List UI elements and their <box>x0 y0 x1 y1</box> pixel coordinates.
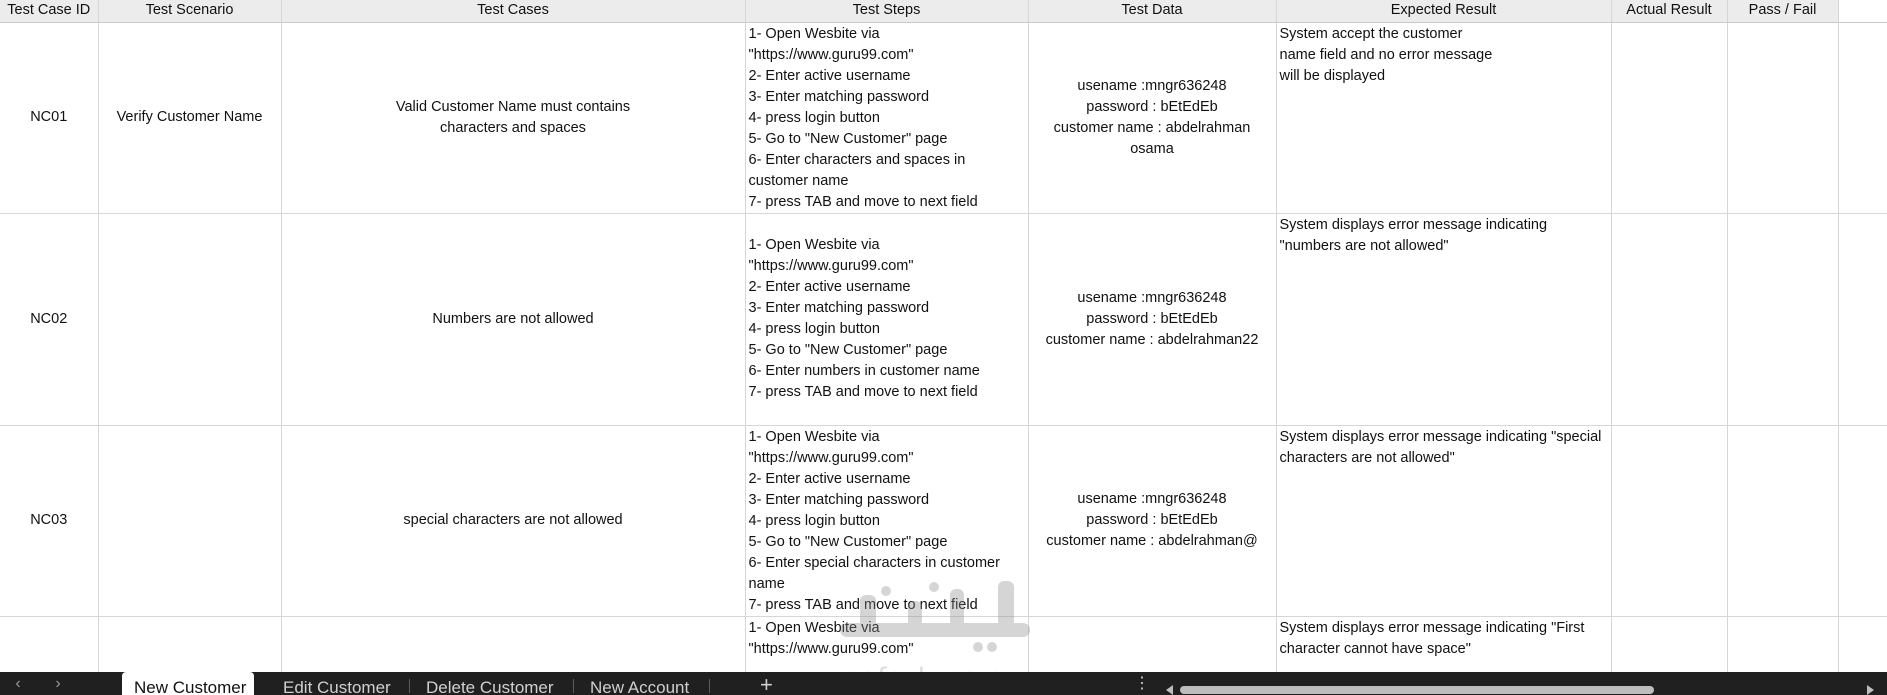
table-row <box>0 22 1887 213</box>
step-line: name <box>748 575 785 592</box>
header-expected-result[interactable]: Expected Result <box>1276 0 1611 22</box>
table-row <box>0 213 1887 425</box>
cell-test-cases[interactable] <box>281 616 745 672</box>
step-line: 2- Enter active username <box>748 279 911 295</box>
step-line: 7- press TAB and move to next field <box>748 384 978 400</box>
step-line: 1- Open Wesbite via <box>748 619 880 636</box>
cell-pass-fail[interactable] <box>1727 616 1838 672</box>
step-line: 4- press login button <box>748 512 880 529</box>
step-line: 2- Enter active username <box>748 67 911 84</box>
step-line: 1- Open Wesbite via <box>748 25 880 42</box>
step-line: 2- Enter active username <box>748 470 911 487</box>
data-line: customer name : abdelrahman22 <box>1045 331 1259 348</box>
plus-icon[interactable]: + <box>760 672 773 695</box>
step-line: 7- press TAB and move to next field <box>748 193 978 210</box>
cell-blank[interactable] <box>1838 425 1887 616</box>
cell-test-case-id[interactable]: NC01 <box>0 22 98 213</box>
sheet-tab-new-account[interactable]: New Account <box>590 678 690 695</box>
step-line: "https://www.guru99.com" <box>748 46 914 63</box>
cell-test-case-id[interactable]: NC02 <box>0 213 98 425</box>
header-test-cases[interactable]: Test Cases <box>281 0 745 22</box>
cell-test-data[interactable] <box>1028 616 1276 672</box>
header-test-scenario[interactable]: Test Scenario <box>98 0 281 22</box>
cell-pass-fail[interactable] <box>1727 425 1838 616</box>
header-actual-result[interactable]: Actual Result <box>1611 0 1727 22</box>
expected-line: System displays error message indicating "First <box>1279 619 1585 636</box>
expected-line: System accept the customer <box>1279 25 1463 42</box>
step-line: 3- Enter matching password <box>748 491 930 508</box>
sheet-tab-new-customer[interactable]: New Customer <box>122 672 254 695</box>
data-line: customer name : abdelrahman@ <box>1046 533 1258 549</box>
step-line: 3- Enter matching password <box>748 88 930 105</box>
step-line: 3- Enter matching password <box>748 300 930 316</box>
cell-test-data[interactable] <box>1028 425 1276 616</box>
header-test-case-id[interactable]: Test Case ID <box>0 0 98 22</box>
header-pass-fail[interactable]: Pass / Fail <box>1727 0 1838 22</box>
step-line: 5- Go to "New Customer" page <box>748 533 948 550</box>
table-row <box>0 616 1887 672</box>
cell-test-cases[interactable] <box>281 425 745 616</box>
cell-actual-result[interactable] <box>1611 425 1727 616</box>
step-line: 4- press login button <box>748 109 880 126</box>
step-line: "https://www.guru99.com" <box>748 640 914 657</box>
scroll-right-icon[interactable] <box>1867 685 1874 695</box>
step-line: 7- press TAB and move to next field <box>748 596 978 613</box>
tab-divider <box>709 679 710 693</box>
cell-blank[interactable] <box>1838 213 1887 425</box>
cell-blank[interactable] <box>1838 22 1887 213</box>
expected-line: character cannot have space" <box>1279 640 1471 657</box>
cell-test-steps[interactable] <box>745 213 1028 425</box>
cell-test-steps[interactable] <box>745 425 1028 616</box>
expected-line: characters are not allowed" <box>1279 449 1455 466</box>
cell-actual-result[interactable] <box>1611 22 1727 213</box>
tab-divider <box>573 679 574 693</box>
cell-test-data[interactable] <box>1028 22 1276 213</box>
expected-line: "numbers are not allowed" <box>1279 237 1449 254</box>
step-line: 6- Enter numbers in customer name <box>748 363 980 379</box>
header-test-steps[interactable]: Test Steps <box>745 0 1028 22</box>
vertical-ellipsis-icon[interactable]: ⋮ <box>1134 675 1150 692</box>
step-line: "https://www.guru99.com" <box>748 449 914 466</box>
expected-line: System displays error message indicating "special <box>1279 428 1602 445</box>
data-line: osama <box>1130 140 1174 157</box>
sheet-tab-edit-customer[interactable]: Edit Customer <box>283 678 391 695</box>
sheet-tab-delete-customer[interactable]: Delete Customer <box>426 678 554 695</box>
cell-pass-fail[interactable] <box>1727 213 1838 425</box>
cell-line: special characters are not allowed <box>403 512 623 528</box>
cell-expected-result[interactable] <box>1276 213 1611 425</box>
expected-line: name field and no error message <box>1279 46 1493 63</box>
data-line: usename :mngr636248 <box>1077 491 1227 507</box>
step-line: 1- Open Wesbite via <box>748 237 880 253</box>
header-blank-cell[interactable] <box>1838 0 1887 22</box>
header-row <box>0 0 1887 22</box>
cell-test-case-id[interactable]: NC03 <box>0 425 98 616</box>
cell-expected-result[interactable] <box>1276 22 1611 213</box>
cell-test-scenario[interactable] <box>98 425 281 616</box>
step-line: 6- Enter characters and spaces in <box>748 151 966 168</box>
step-line: 1- Open Wesbite via <box>748 428 880 445</box>
cell-expected-result[interactable] <box>1276 616 1611 672</box>
cell-test-steps[interactable] <box>745 22 1028 213</box>
step-line: 6- Enter special characters in customer <box>748 554 1000 571</box>
data-line: usename :mngr636248 <box>1077 289 1227 306</box>
data-line: customer name : abdelrahman <box>1053 119 1251 136</box>
cell-line: characters and spaces <box>440 119 586 136</box>
chevron-right-icon[interactable]: › <box>55 675 61 692</box>
cell-test-case-id[interactable] <box>0 616 98 672</box>
expected-line: System displays error message indicating <box>1279 216 1548 233</box>
cell-pass-fail[interactable] <box>1727 22 1838 213</box>
scroll-left-icon[interactable] <box>1166 685 1173 695</box>
step-line: 5- Go to "New Customer" page <box>748 342 948 358</box>
horizontal-scrollbar[interactable] <box>1166 685 1874 695</box>
cell-blank[interactable] <box>1838 616 1887 672</box>
cell-test-scenario[interactable]: Verify Customer Name <box>98 22 281 213</box>
sheet-tab-bar <box>0 672 1887 695</box>
step-line: 5- Go to "New Customer" page <box>748 130 948 147</box>
cell-test-data[interactable] <box>1028 213 1276 425</box>
step-line: 4- press login button <box>748 321 880 337</box>
cell-test-cases[interactable] <box>281 213 745 425</box>
tab-divider <box>409 679 410 693</box>
cell-expected-result[interactable] <box>1276 425 1611 616</box>
data-line: password : bEtEdEb <box>1086 310 1218 327</box>
step-line: "https://www.guru99.com" <box>748 258 914 274</box>
chevron-left-icon[interactable]: ‹ <box>15 675 21 692</box>
cell-line: Numbers are not allowed <box>432 310 594 327</box>
cell-actual-result[interactable] <box>1611 616 1727 672</box>
header-test-data[interactable]: Test Data <box>1028 0 1276 22</box>
cell-test-cases[interactable] <box>281 22 745 213</box>
data-line: password : bEtEdEb <box>1086 98 1218 115</box>
data-line: password : bEtEdEb <box>1086 512 1218 528</box>
cell-line: Valid Customer Name must contains <box>395 98 631 115</box>
data-line: usename :mngr636248 <box>1077 77 1227 94</box>
cell-test-steps[interactable] <box>745 616 1028 672</box>
scrollbar-thumb[interactable] <box>1180 686 1654 694</box>
table-row <box>0 425 1887 616</box>
cell-test-scenario[interactable] <box>98 616 281 672</box>
step-line: customer name <box>748 172 849 189</box>
cell-test-scenario[interactable] <box>98 213 281 425</box>
expected-line: will be displayed <box>1279 67 1386 84</box>
cell-actual-result[interactable] <box>1611 213 1727 425</box>
